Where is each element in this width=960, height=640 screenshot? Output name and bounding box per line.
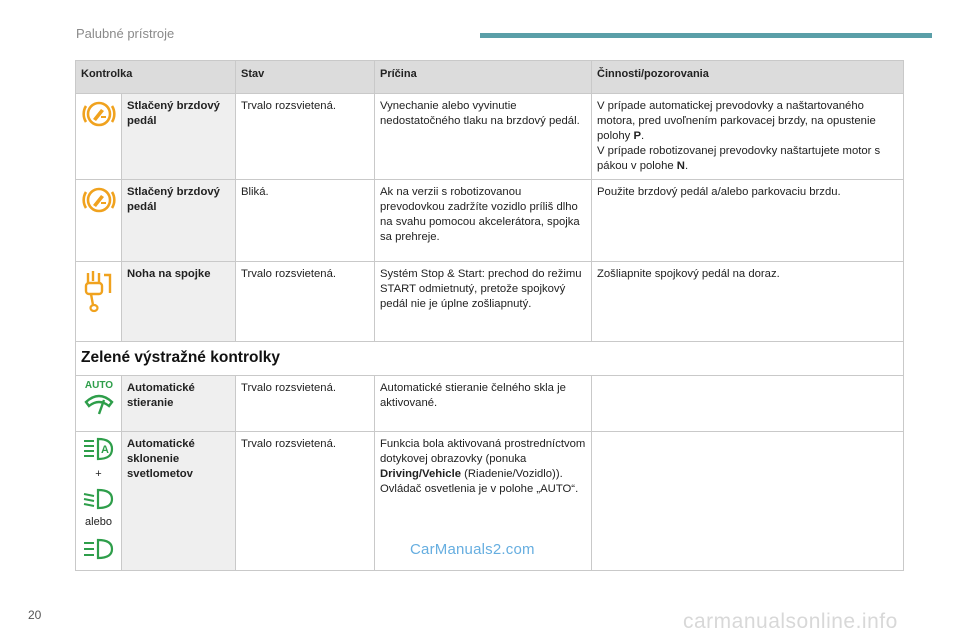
- row-label: Automatické sklonenie svetlometov: [122, 431, 236, 570]
- table-header-row: [76, 61, 904, 94]
- auto-wiper-icon: [81, 378, 117, 425]
- svg-text:AUTO: AUTO: [84, 379, 114, 391]
- row-state: Trvalo rozsvietená.: [236, 94, 375, 180]
- icon-cell: [76, 180, 122, 262]
- action-text: V prípade automatickej prevodovky a naštartovaného motora, pred uvoľnením parkovacej brzdy, na opustenie polohy: [597, 100, 876, 143]
- table-row: [76, 180, 904, 262]
- action-punct: .: [684, 160, 689, 173]
- row-cause: Systém Stop & Start: prechod do režimu START odmietnutý, pretože spojkový pedál nie je úplne zošliapnutý.: [375, 262, 592, 342]
- action-text: V prípade robotizovanej prevodovky naštartujete motor s pákou v polohe: [597, 145, 881, 173]
- row-label: Stlačený brzdový pedál: [122, 94, 236, 180]
- table-row: [76, 262, 904, 342]
- brake-pedal-icon: [81, 185, 117, 220]
- brake-pedal-icon: [81, 99, 117, 134]
- row-label: Stlačený brzdový pedál: [122, 180, 236, 262]
- warning-lights-table: [75, 60, 904, 571]
- col-header-stav: Stav: [236, 61, 375, 94]
- row-cause: Ak na verzii s robotizovanou prevodovkou zadržíte vozidlo príliš dlho na svahu pomocou akcelerátora, spojka sa prehreje.: [375, 180, 592, 262]
- row-label: Noha na spojke: [122, 262, 236, 342]
- section-title-cell: [76, 342, 904, 376]
- row-state: Trvalo rozsvietená.: [236, 375, 375, 431]
- icon-cell: [76, 94, 122, 180]
- col-header-kontrolka: Kontrolka: [76, 61, 236, 94]
- row-state: Trvalo rozsvietená.: [236, 431, 375, 570]
- cause-text: (Riadenie/Vozidlo)).: [461, 467, 563, 480]
- action-punct: .: [640, 130, 645, 143]
- page-number: 20: [28, 608, 42, 622]
- icon-cell: [76, 262, 122, 342]
- svg-text:A: A: [100, 443, 109, 456]
- row-action: Použite brzdový pedál a/alebo parkovaciu brzdu.: [592, 180, 904, 262]
- row-action: [592, 375, 904, 431]
- header-accent-bar: [480, 33, 932, 38]
- high-beam-icon: [82, 538, 116, 565]
- section-title: Zelené výstražné kontrolky: [81, 349, 280, 367]
- row-label: Automatické stieranie: [122, 375, 236, 431]
- table-row: [76, 375, 904, 431]
- row-action: [592, 431, 904, 570]
- gear-position-n: N: [676, 160, 685, 173]
- clutch-foot-icon: [82, 267, 116, 318]
- table-row: [76, 94, 904, 180]
- menu-name: Driving/Vehicle: [380, 467, 461, 480]
- row-action: [592, 94, 904, 180]
- low-beam-icon: [82, 488, 116, 515]
- cause-text: Funkcia bola aktivovaná prostredníctvom dotykovej obrazovky (ponuka: [380, 437, 586, 465]
- row-cause: Automatické stieranie čelného skla je aktivované.: [375, 375, 592, 431]
- watermark-carmanuals2: CarManuals2.com: [410, 541, 535, 558]
- page-section-title: Palubné prístroje: [76, 26, 175, 41]
- or-text: alebo: [85, 515, 112, 528]
- row-state: Bliká.: [236, 180, 375, 262]
- gear-position-p: P: [633, 130, 641, 143]
- row-cause: Vynechanie alebo vyvinutie nedostatočného tlaku na brzdový pedál.: [375, 94, 592, 180]
- icon-cell: [76, 431, 122, 570]
- section-row: [76, 342, 904, 376]
- cause-text: Ovládač osvetlenia je v polohe „AUTO“.: [380, 482, 579, 495]
- col-header-pricina: Príčina: [375, 61, 592, 94]
- plus-sign: +: [95, 467, 102, 480]
- row-action: Zošliapnite spojkový pedál na doraz.: [592, 262, 904, 342]
- row-state: Trvalo rozsvietená.: [236, 262, 375, 342]
- icon-cell: [76, 375, 122, 431]
- col-header-cinnosti: Činnosti/pozorovania: [592, 61, 904, 94]
- auto-headlamp-icon: [82, 436, 116, 467]
- watermark-carmanualsonline: carmanualsonline.info: [683, 610, 898, 633]
